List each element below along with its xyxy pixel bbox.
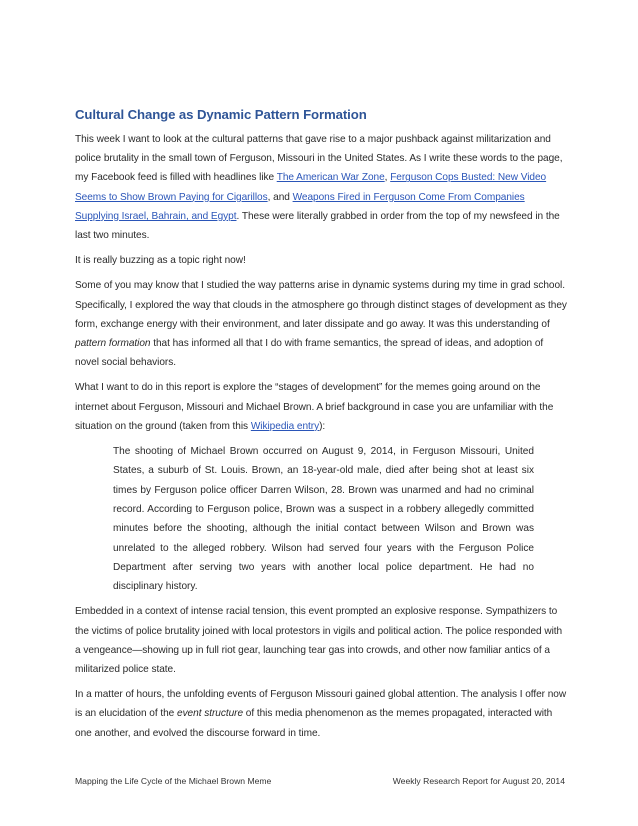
document-body (75, 106, 567, 749)
text-run: , (384, 172, 391, 184)
paragraph-pattern-formation (75, 276, 567, 372)
text-run: . These were literally grabbed in order from the top of my newsfeed in the last two minutes. (75, 210, 560, 242)
link-wikipedia-entry[interactable]: Wikipedia entry (250, 420, 320, 432)
emphasis-text: event structure (177, 708, 244, 720)
text-run: Some of you may know that I studied the way patterns arise in dynamic systems during my time in grad school. Specifically, I explored the way that clouds in the atmosphere go through distinct stages of development as they form, exchange energy with their environment, and later dissipate and go away. It was this understanding of (75, 280, 567, 330)
block-quote: The shooting of Michael Brown occurred on August 9, 2014, in Ferguson Missouri, United States, a suburb of St. Louis. Brown, an 18-year-old male, died after being shot at least six times by Ferguson police officer Darren Wilson, 28. Brown was unarmed and had no criminal record. According to Ferguson police, Brown was a suspect in a robbery allegedly committed minutes before the shooting, although the initial contact between Wilson and Brown was unrelated to the alleged robbery. Wilson had served four years with the Ferguson Police Department after serving two years with another local police department. He had no disciplinary history. (113, 446, 534, 593)
text-run: that has informed all that I do with frame semantics, the spread of ideas, and adoption of novel social behaviors. (75, 338, 544, 369)
paragraph-stages (75, 378, 567, 436)
page-title: Cultural Change as Dynamic Pattern Formation (75, 107, 367, 122)
paragraph-buzzing: It is really buzzing as a topic right now! (75, 255, 246, 267)
emphasis-text: pattern formation (75, 338, 151, 350)
text-run: , and (267, 191, 293, 203)
text-run: In a matter of hours, the unfolding events of Ferguson Missouri gained global attention. The analysis I offer now is an elucidation of the (75, 689, 567, 720)
link-weapons-fired[interactable]: Weapons Fired in Ferguson Come From Companies Supplying Israel, Bahrain, and Egypt (75, 191, 525, 222)
page-footer (75, 776, 565, 786)
paragraph-response: Embedded in a context of intense racial tension, this event prompted an explosive response. Sympathizers to the victims of police brutality joined with local protestors in vigils and political action. The police responded with a vengeance—showing up in full riot gear, launching tear gas into crowds, and other now familiar antics of a militarized police state. (75, 606, 563, 676)
link-american-war-zone[interactable]: The American War Zone (276, 172, 385, 184)
paragraph-global-attention (75, 685, 567, 743)
text-run: What I want to do in this report is explore the “stages of development” for the memes going around on the internet about Ferguson, Missouri and Michael Brown. A brief background in case you are unfamiliar with the situation on the ground (taken from this (75, 382, 554, 432)
footer-left: Mapping the Life Cycle of the Michael Brown Meme (75, 776, 272, 786)
paragraph-intro (75, 130, 567, 245)
text-run: of this media phenomenon as the memes propagated, interacted with one another, and evolved the discourse forward in time. (75, 708, 553, 739)
link-ferguson-cops-busted[interactable]: Ferguson Cops Busted: New Video Seems to Show Brown Paying for Cigarillos (75, 172, 547, 203)
footer-right: Weekly Research Report for August 20, 2014 (392, 776, 565, 786)
text-run: This week I want to look at the cultural patterns that gave rise to a major pushback against militarization and police brutality in the small town of Ferguson, Missouri in the United States. As I write these words to the page, my Facebook feed is filled with headlines like (75, 134, 563, 184)
text-run: ): (319, 420, 326, 432)
